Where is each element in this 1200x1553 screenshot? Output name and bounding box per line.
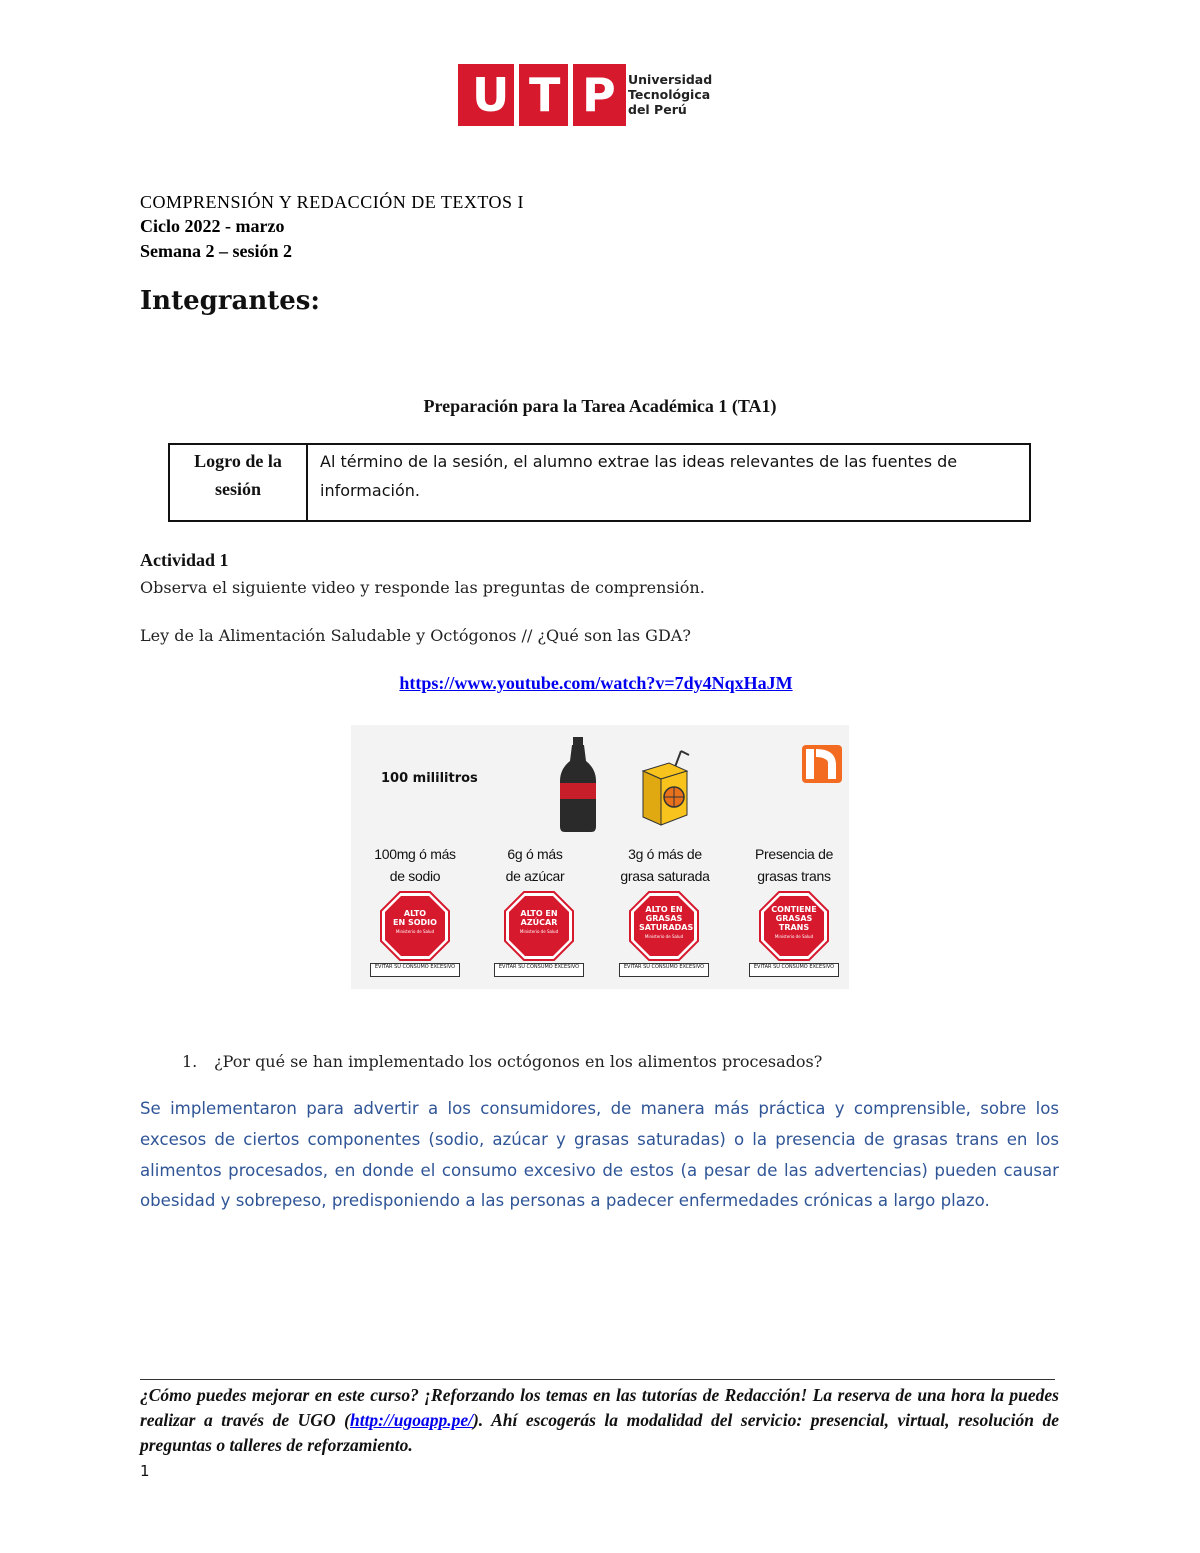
logo-letter-t: T (529, 68, 561, 122)
seal-line: TRANS (778, 923, 810, 932)
condition-line: Presencia de (754, 846, 834, 862)
answer-text: Se implementaron para advertir a los consumidores, de manera más práctica y comprensible, sobre los excesos de ciertos componentes (sodio, azúcar y grasas saturadas) o la presencia de grasas trans en los alimentos procesados, en donde el consumo excesivo de estos (a pesar de las advertencias) pueden causar obesidad y sobrepeso, predisponiendo a las personas a padecer enfermedades crónicas a largo plazo. (140, 1099, 1059, 1211)
footer-note (140, 1383, 1059, 1458)
utp-logo (458, 64, 713, 126)
session-goal-table (168, 443, 1031, 522)
juice-box-icon (639, 749, 699, 829)
seal-line: ALTO EN (520, 909, 558, 918)
soda-bottle-icon (558, 737, 598, 833)
condition-line: 3g ó más de (628, 846, 702, 862)
footer-note-text: ¿Cómo puedes mejorar en este curso? ¡Reforzando los temas en las tutorías de Redacción! La reserva de una hora la puedes realizar a través de UGO ( (140, 1385, 1059, 1430)
seal-ministry: Ministerio de Salud (644, 934, 684, 939)
seal-line: GRASAS (645, 914, 683, 923)
saturated-fat-condition (605, 843, 725, 887)
logo-name-line: Tecnológica (628, 87, 711, 102)
session-goal-label-line: sesión (214, 479, 261, 499)
logo-letter-u: U (472, 68, 510, 122)
brand-logo-icon (802, 745, 842, 783)
seal-line: CONTIENE (771, 905, 817, 914)
condition-line: grasas trans (757, 868, 831, 884)
seal-line: EN SODIO (393, 918, 437, 927)
trans-fat-condition (734, 843, 849, 887)
trans-fat-octagon (759, 891, 829, 961)
seal-ministry: Ministerio de Salud (774, 934, 814, 939)
seal-warning: EVITAR SU CONSUMO EXCESIVO (370, 963, 460, 977)
seal-warning: EVITAR SU CONSUMO EXCESIVO (749, 963, 839, 977)
condition-line: 100mg ó más (374, 846, 456, 862)
course-title: COMPRENSIÓN Y REDACCIÓN DE TEXTOS I (140, 192, 525, 212)
video-title: Ley de la Alimentación Saludable y Octógonos // ¿Qué son las GDA? (140, 626, 691, 645)
seal-line: ALTO (403, 909, 427, 918)
seal-warning: EVITAR SU CONSUMO EXCESIVO (619, 963, 709, 977)
seal-ministry: Ministerio de Salud (395, 929, 435, 934)
condition-line: de azúcar (505, 868, 565, 884)
session-goal-label-line: Logro de la (194, 451, 282, 471)
high-saturated-fat-octagon (629, 891, 699, 961)
activity-instruction: Observa el siguiente video y responde las preguntas de comprensión. (140, 578, 705, 597)
cycle-label: Ciclo 2022 - marzo (140, 216, 285, 236)
sugar-condition (475, 843, 595, 887)
logo-university-name (628, 72, 712, 117)
seal-text (514, 909, 564, 936)
activity-title: Actividad 1 (140, 550, 229, 570)
high-sugar-octagon (504, 891, 574, 961)
footer-note-text: ). Ahí escogerás la modalidad del servicio: presencial, virtual, resolución de preguntas o talleres de reforzamiento. (140, 1410, 1059, 1455)
logo-divider (568, 64, 573, 126)
high-sodium-octagon (380, 891, 450, 961)
seal-line: ALTO EN (645, 905, 683, 914)
logo-name-line: Universidad (628, 72, 713, 87)
condition-line: 6g ó más (507, 846, 563, 862)
infographic-unit-label: 100 mililitros (381, 771, 478, 786)
preparation-title: Preparación para la Tarea Académica 1 (TA1) (423, 396, 777, 416)
logo-name-line: del Perú (628, 102, 687, 117)
seal-text (769, 905, 819, 941)
ugo-link[interactable]: http://ugoapp.pe/ (349, 1410, 473, 1430)
session-goal-label (170, 445, 308, 520)
question-number: 1. (182, 1052, 198, 1071)
sodium-condition (355, 843, 475, 887)
page-number: 1 (140, 1462, 150, 1480)
footer-divider (140, 1379, 1055, 1380)
seal-warning: EVITAR SU CONSUMO EXCESIVO (494, 963, 584, 977)
seal-text (639, 905, 694, 941)
seal-line: AZÚCAR (520, 918, 558, 927)
logo-divider (514, 64, 519, 126)
seal-line: GRASAS (775, 914, 813, 923)
seal-ministry: Ministerio de Salud (519, 929, 559, 934)
condition-line: de sodio (389, 868, 441, 884)
video-link[interactable]: https://www.youtube.com/watch?v=7dy4NqxHaJM (399, 673, 793, 693)
octagon-infographic-image (351, 725, 849, 989)
members-heading: Integrantes: (140, 286, 321, 316)
condition-line: grasa saturada (620, 868, 710, 884)
seal-line: SATURADAS (639, 923, 694, 932)
week-session-label: Semana 2 – sesión 2 (140, 241, 293, 261)
question-text: ¿Por qué se han implementado los octógonos en los alimentos procesados? (214, 1052, 823, 1071)
logo-letter-p: P (582, 68, 616, 122)
seal-text (390, 909, 440, 936)
session-goal-text: Al término de la sesión, el alumno extrae las ideas relevantes de las fuentes de información. (320, 452, 958, 500)
